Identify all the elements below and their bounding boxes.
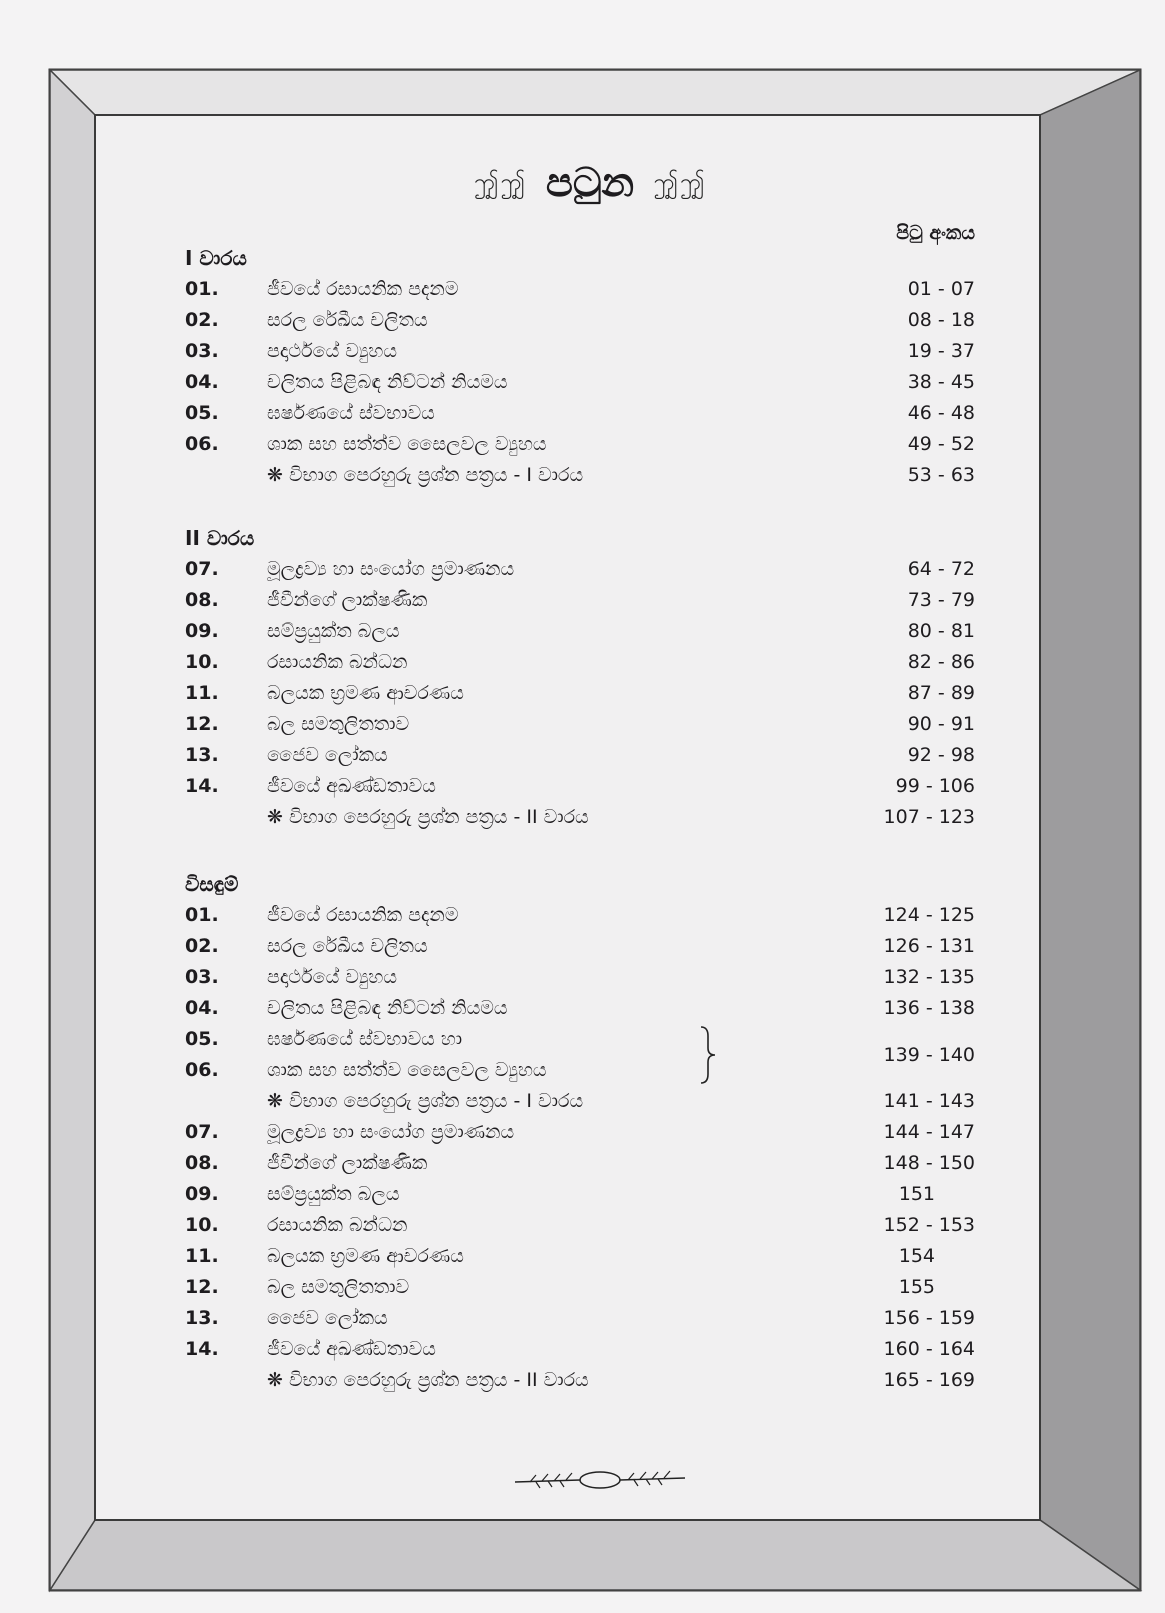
- row-number: 14.: [185, 1338, 219, 1360]
- row-pages: 126 - 131: [883, 935, 975, 957]
- row-title: ඝර්ෂණයේ ස්වභාවය: [267, 402, 435, 424]
- row-pages: 152 - 153: [883, 1214, 975, 1236]
- toc-row: [185, 554, 995, 585]
- row-title: සම්ප්‍රයුක්ත බලය: [267, 620, 400, 642]
- toc-row-exam-paper: [185, 1086, 995, 1117]
- toc-row: [185, 336, 995, 367]
- row-number: 13.: [185, 744, 219, 766]
- row-title: බලයක භ්‍රමණ ආචරණය: [267, 682, 464, 704]
- row-pages: 53 - 63: [907, 464, 975, 486]
- row-title: බල සමතුලිතතාව: [267, 1276, 410, 1298]
- row-pages: 92 - 98: [907, 744, 975, 766]
- row-title: ❋ විභාග පෙරහුරු ප්‍රශ්න පත්‍රය - I වාරය: [267, 464, 584, 486]
- row-title: ජීවයේ අඛණ්ඩතාවය: [267, 1338, 436, 1360]
- toc-row: [185, 398, 995, 429]
- row-number: 02.: [185, 309, 219, 331]
- toc-row: [185, 900, 995, 931]
- row-title: පදාර්ථයේ ව්‍යුහය: [267, 966, 397, 988]
- toc-row: [185, 1117, 995, 1148]
- toc-row: [185, 993, 995, 1024]
- page-number-header: පිටු අංකය: [896, 222, 975, 244]
- section-solutions: [185, 868, 995, 1396]
- row-title: ජීවයේ අඛණ්ඩතාවය: [267, 775, 436, 797]
- row-title: සම්ප්‍රයුක්ත බලය: [267, 1183, 400, 1205]
- row-title: බල සමතුලිතතාව: [267, 713, 410, 735]
- row-number: 08.: [185, 1152, 219, 1174]
- row-pages: 08 - 18: [907, 309, 975, 331]
- row-number: 03.: [185, 340, 219, 362]
- row-pages: 107 - 123: [883, 806, 975, 828]
- row-pages: 64 - 72: [907, 558, 975, 580]
- row-number: 01.: [185, 278, 219, 300]
- toc-row: [185, 305, 995, 336]
- toc-row: [185, 1024, 995, 1055]
- row-number: 03.: [185, 966, 219, 988]
- row-number: 11.: [185, 682, 219, 704]
- row-number: 14.: [185, 775, 219, 797]
- row-number: 06.: [185, 1059, 219, 1081]
- row-title: රසායනික බන්ධන: [267, 651, 408, 673]
- row-number: 12.: [185, 1276, 219, 1298]
- row-title: රසායනික බන්ධන: [267, 1214, 408, 1236]
- title-ornament-left-icon: ꩶꩶ: [473, 169, 527, 195]
- toc-row: [185, 367, 995, 398]
- row-title: බලයක භ්‍රමණ ආචරණය: [267, 1245, 464, 1267]
- row-number: 13.: [185, 1307, 219, 1329]
- toc-row: [185, 1241, 995, 1272]
- row-pages: 160 - 164: [883, 1338, 975, 1360]
- row-title: ❋ විභාග පෙරහුරු ප්‍රශ්න පත්‍රය - II වාරය: [267, 806, 589, 828]
- row-pages: 46 - 48: [907, 402, 975, 424]
- row-title: ජීවයේ රසායනික පදනම: [267, 278, 459, 300]
- row-pages: 151: [898, 1183, 935, 1205]
- row-pages: 87 - 89: [907, 682, 975, 704]
- bottom-ornament-icon: [510, 1468, 690, 1492]
- row-pages: 19 - 37: [907, 340, 975, 362]
- row-pages: 80 - 81: [907, 620, 975, 642]
- row-pages: 156 - 159: [883, 1307, 975, 1329]
- row-number: 02.: [185, 935, 219, 957]
- row-title: සරල රේඛීය චලිතය: [267, 935, 428, 957]
- toc-row: [185, 1210, 995, 1241]
- row-number: 07.: [185, 1121, 219, 1143]
- row-pages: 132 - 135: [883, 966, 975, 988]
- row-title: ජීවීන්ගේ ලාක්ෂණික: [267, 1152, 428, 1174]
- row-pages: 99 - 106: [895, 775, 975, 797]
- row-pages: 01 - 07: [907, 278, 975, 300]
- row-title: ❋ විභාග පෙරහුරු ප්‍රශ්න පත්‍රය - II වාරය: [267, 1369, 589, 1391]
- toc-row: [185, 1055, 995, 1086]
- row-number: 08.: [185, 589, 219, 611]
- right-brace-icon: [698, 1024, 718, 1086]
- row-pages: 165 - 169: [883, 1369, 975, 1391]
- row-number: 04.: [185, 371, 219, 393]
- row-number: 06.: [185, 433, 219, 455]
- section-heading: විසඳුම්: [185, 872, 239, 896]
- row-pages: 38 - 45: [907, 371, 975, 393]
- toc-row: [185, 429, 995, 460]
- toc-row: [185, 1272, 995, 1303]
- row-title: චලිතය පිළිබඳ නිව්ටන් නියමය: [267, 371, 508, 393]
- section-term-1: [185, 242, 995, 491]
- row-pages: 139 - 140: [883, 1044, 975, 1066]
- section-heading: II වාරය: [185, 526, 255, 550]
- row-title: ජීවයේ රසායනික පදනම: [267, 904, 459, 926]
- row-number: 09.: [185, 1183, 219, 1205]
- row-title: ශාක සහ සත්ත්ව සෛලවල ව්‍යුහය: [267, 433, 547, 455]
- row-number: 09.: [185, 620, 219, 642]
- row-pages: 49 - 52: [907, 433, 975, 455]
- row-title: මූලද්‍රව්‍ය හා සංයෝග ප්‍රමාණනය: [267, 1121, 515, 1143]
- toc-row: [185, 1148, 995, 1179]
- toc-row: [185, 709, 995, 740]
- toc-row: [185, 1334, 995, 1365]
- row-number: 04.: [185, 997, 219, 1019]
- row-title: ජීවීන්ගේ ලාක්ෂණික: [267, 589, 428, 611]
- row-number: 05.: [185, 1028, 219, 1050]
- row-pages: 73 - 79: [907, 589, 975, 611]
- toc-row: [185, 647, 995, 678]
- row-number: 07.: [185, 558, 219, 580]
- toc-row: [185, 585, 995, 616]
- toc-row: [185, 274, 995, 305]
- row-title: ඝර්ෂණයේ ස්වභාවය හා: [267, 1028, 463, 1050]
- section-term-2: [185, 522, 995, 833]
- toc-row: [185, 931, 995, 962]
- toc-row: [185, 1303, 995, 1334]
- row-title: ජෛව ලෝකය: [267, 1307, 388, 1329]
- row-number: 10.: [185, 1214, 219, 1236]
- row-number: 11.: [185, 1245, 219, 1267]
- row-title: චලිතය පිළිබඳ නිව්ටන් නියමය: [267, 997, 508, 1019]
- section-heading: I වාරය: [185, 246, 247, 270]
- row-title: මූලද්‍රව්‍ය හා සංයෝග ප්‍රමාණනය: [267, 558, 515, 580]
- row-title: ❋ විභාග පෙරහුරු ප්‍රශ්න පත්‍රය - I වාරය: [267, 1090, 584, 1112]
- row-title: ජෛව ලෝකය: [267, 744, 388, 766]
- row-number: 05.: [185, 402, 219, 424]
- toc-row-exam-paper: [185, 1365, 995, 1396]
- row-pages: 124 - 125: [883, 904, 975, 926]
- toc-row-exam-paper: [185, 460, 995, 491]
- toc-row: [185, 678, 995, 709]
- row-number: 01.: [185, 904, 219, 926]
- row-pages: 155: [898, 1276, 935, 1298]
- toc-row: [185, 740, 995, 771]
- toc-row: [185, 1179, 995, 1210]
- row-number: 12.: [185, 713, 219, 735]
- page-title: පටුන: [545, 160, 635, 206]
- toc-brace-group: [185, 1024, 995, 1086]
- title-ornament-right-icon: ꩶꩶ: [653, 169, 707, 195]
- row-pages: 136 - 138: [883, 997, 975, 1019]
- row-pages: 148 - 150: [883, 1152, 975, 1174]
- row-number: 10.: [185, 651, 219, 673]
- row-title: සරල රේඛීය චලිතය: [267, 309, 428, 331]
- toc-row: [185, 962, 995, 993]
- row-pages: 82 - 86: [907, 651, 975, 673]
- row-title: පදාර්ථයේ ව්‍යුහය: [267, 340, 397, 362]
- toc-row: [185, 616, 995, 647]
- toc-row: [185, 771, 995, 802]
- row-pages: 144 - 147: [883, 1121, 975, 1143]
- row-pages: 154: [898, 1245, 935, 1267]
- title-row: [185, 160, 995, 206]
- row-pages: 141 - 143: [883, 1090, 975, 1112]
- row-pages: 90 - 91: [907, 713, 975, 735]
- toc-row-exam-paper: [185, 802, 995, 833]
- row-title: ශාක සහ සත්ත්ව සෛලවල ව්‍යුහය: [267, 1059, 547, 1081]
